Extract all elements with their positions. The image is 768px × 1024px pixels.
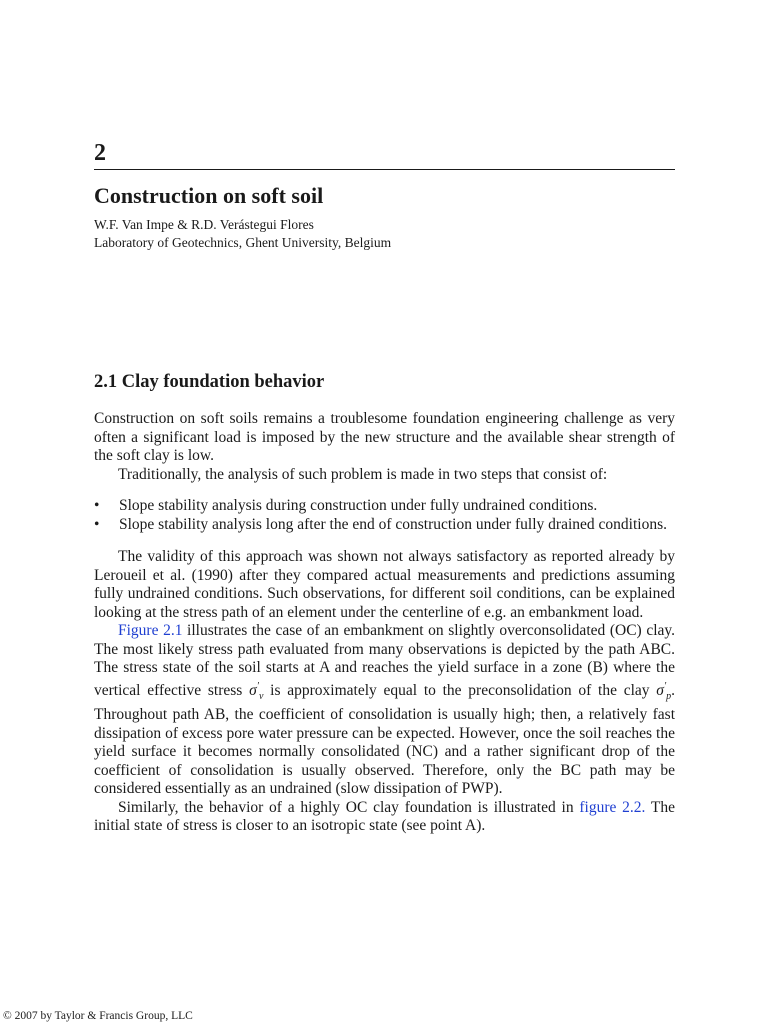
sigma-p-symbol: $\sigma'_p$ <box>656 680 672 702</box>
section-title: 2.1 Clay foundation behavior <box>94 372 325 392</box>
paragraph-5: Similarly, the behavior of a highly OC clay foundation is illustrated in figure 2.2. The initial state of stress is closer to an isotropic state (see point A). <box>94 798 676 835</box>
list-item: • Slope stability analysis long after the end of construction under fully drained conditions. <box>94 516 675 535</box>
affiliation: Laboratory of Geotechnics, Ghent University, Belgium <box>94 235 392 250</box>
bullet-list <box>94 497 675 534</box>
list-item: • Slope stability analysis during construction under fully undrained conditions. <box>94 497 675 516</box>
paragraph-4: Figure 2.1 illustrates the case of an embankment on slightly overconsolidated (OC) clay. The most likely stress path evaluated from many observations is depicted by the path ABC. The stress state of the soil starts at A and reaches the yield surface in a zone (B) where the vertical effective stress $\sigma'_v$ is approximately equal to the preconsolidation of the clay $\sigma'_p$. Throughout path AB, the coefficient of consolidation is usually high; then, a relatively fast dissipation of excess pore water pressure can be expected. However, once the soil reaches the yield surface it becomes normally consolidated (NC) and a rather significant drop of the coefficient of consolidation is usually observed. Therefore, only the BC path may be considered essentially as an undrained (slow dissipation of PWP). <box>94 622 676 798</box>
sigma-v-symbol: $\sigma'_v$ <box>249 680 264 702</box>
body-text <box>94 410 675 836</box>
paragraph-1: Construction on soft soils remains a troublesome foundation engineering challenge as very often a significant load is imposed by the new structure and the available shear strength of the soft clay is low. <box>94 410 675 464</box>
copyright-footer: © 2007 by Taylor & Francis Group, LLC <box>3 1010 193 1022</box>
author-block <box>94 216 391 252</box>
paragraph-3: The validity of this approach was shown not always satisfactory as reported already by Leroueil et al. (1990) after they compared actual measurements and predictions assuming fully undrained conditions. Such observations, for different soil conditions, can be explained looking at the stress path of an element under the centerline of e.g. an embankment load. <box>94 548 675 621</box>
chapter-title: Construction on soft soil <box>94 183 324 208</box>
paragraph-2: Traditionally, the analysis of such problem is made in two steps that consist of: <box>118 465 608 483</box>
figure-2-1-link[interactable]: Figure 2.1 <box>118 622 183 639</box>
authors: W.F. Van Impe & R.D. Verástegui Flores <box>94 217 314 232</box>
chapter-number: 2 <box>94 140 106 166</box>
chapter-rule <box>94 169 675 170</box>
figure-2-2-link[interactable]: figure 2.2. <box>579 798 646 816</box>
